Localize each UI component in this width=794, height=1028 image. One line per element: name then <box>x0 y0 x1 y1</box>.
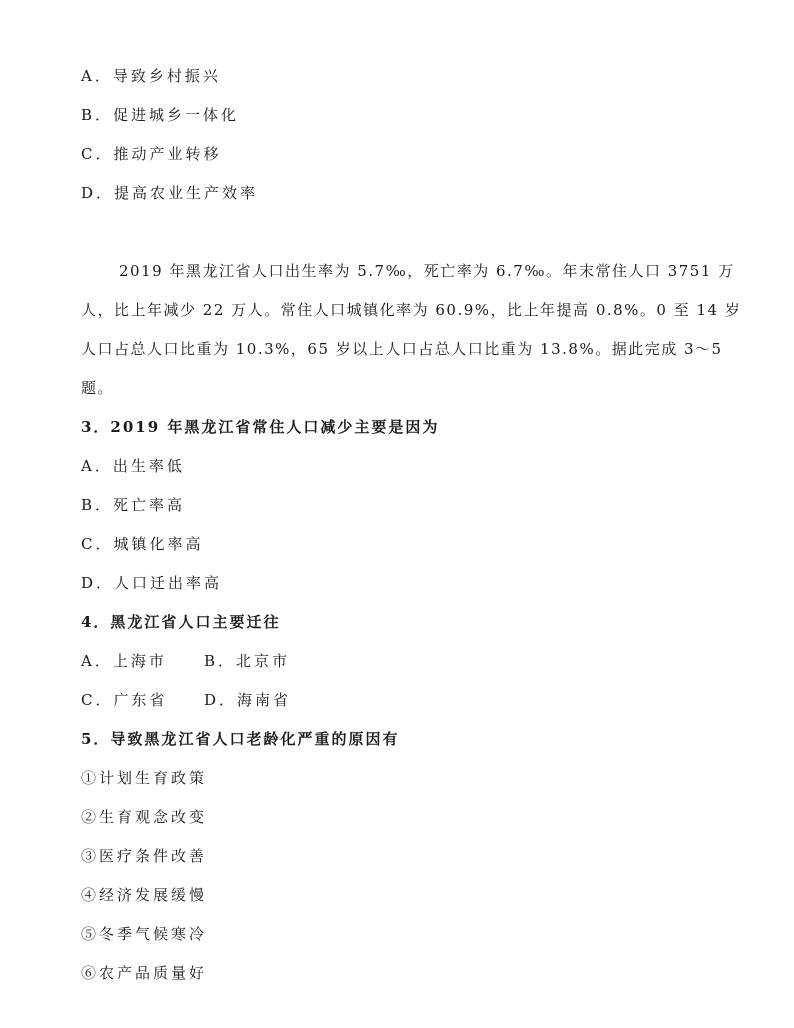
q5-item-1: ①计划生育政策 <box>81 769 208 787</box>
prev-option-c: C．推动产业转移 <box>81 145 222 163</box>
prev-option-d: D．提高农业生产效率 <box>81 184 259 202</box>
question-3-stem: 3．2019 年黑龙江省常住人口减少主要是因为 <box>81 418 440 436</box>
passage-line-1: 2019 年黑龙江省人口出生率为 5.7‰，死亡率为 6.7‰。年末常住人口 3751 万 <box>119 262 735 280</box>
q5-item-3: ③医疗条件改善 <box>81 847 208 865</box>
q5-item-4: ④经济发展缓慢 <box>81 886 208 904</box>
q3-option-d: D．人口迁出率高 <box>81 574 223 592</box>
q4-option-b: B．北京市 <box>204 652 291 670</box>
q4-option-a: A．上海市 <box>81 652 167 670</box>
prev-option-a: A．导致乡村振兴 <box>81 67 221 85</box>
passage-line-2: 人，比上年减少 22 万人。常住人口城镇化率为 60.9%，比上年提高 0.8%。0 至 14 岁 <box>81 301 742 319</box>
q3-option-a: A．出生率低 <box>81 457 185 475</box>
q5-item-2: ②生育观念改变 <box>81 808 208 826</box>
q3-option-b: B．死亡率高 <box>81 496 186 514</box>
passage-line-3: 人口占总人口比重为 10.3%，65 岁以上人口占总人口比重为 13.8%。据此完成 3～5 <box>81 340 723 358</box>
q4-option-c: C．广东省 <box>81 691 168 709</box>
question-5-stem: 5．导致黑龙江省人口老龄化严重的原因有 <box>81 730 400 748</box>
q3-option-c: C．城镇化率高 <box>81 535 204 553</box>
question-4-stem: 4．黑龙江省人口主要迁往 <box>81 613 281 631</box>
q5-item-6: ⑥农产品质量好 <box>81 964 208 982</box>
prev-option-b: B．促进城乡一体化 <box>81 106 240 124</box>
q4-option-d: D．海南省 <box>204 691 292 709</box>
q5-item-5: ⑤冬季气候寒冷 <box>81 925 208 943</box>
passage-line-4: 题。 <box>81 379 115 397</box>
